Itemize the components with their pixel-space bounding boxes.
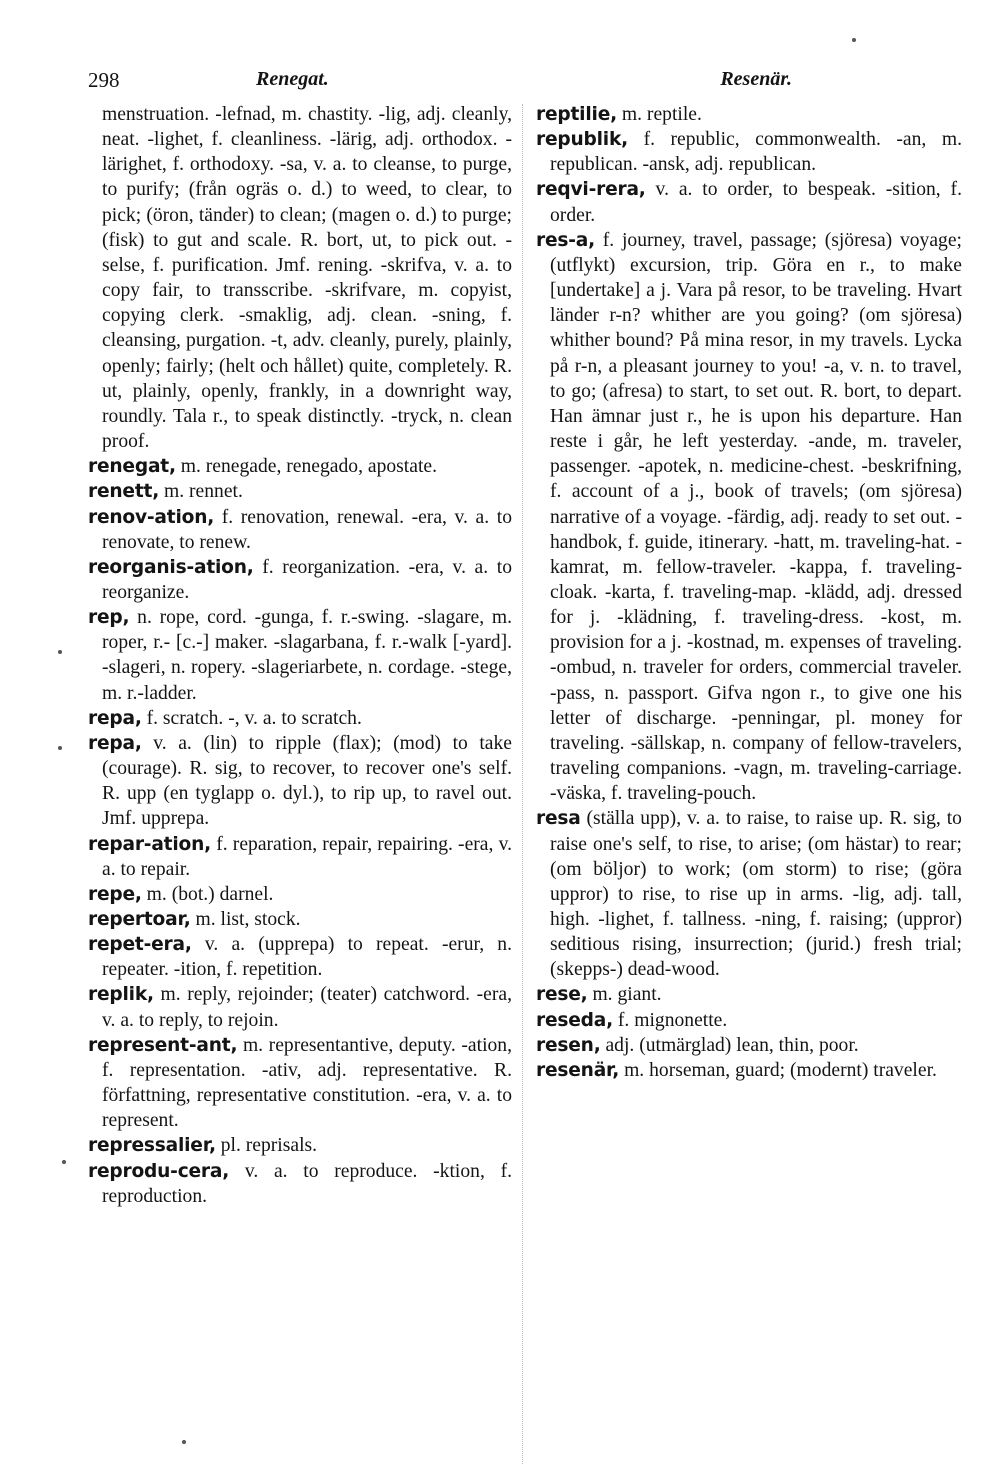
dictionary-entry	[536, 982, 962, 1007]
definition: f. reorganization. -era, v. a. to reorganize.	[102, 556, 512, 603]
definition: m. renegade, renegado, apostate.	[180, 456, 437, 478]
headword: reprodu-cera,	[88, 1160, 230, 1182]
definition: v. a. (upprepa) to repeat. -erur, n. repeater. -ition, f. repetition.	[102, 934, 512, 981]
margin-dot	[62, 1160, 66, 1164]
headword: reptilie,	[536, 104, 617, 125]
headword: repa,	[88, 707, 142, 729]
definition: f. journey, travel, passage; (sjöresa) voyage; (utflykt) excursion, trip. Göra en r., to make [undertake] a j. Vara på resor, to be traveling. Hvart länder r-n? whither are you going? (om sjöresa) whither bound? På mina resor, in my travels. Lycka på r-n, a pleasant journey to you! -a, v. n. to travel, to go; (afresa) to start, to set out. R. bort, to depart. Han ämnar just r., he is upon his departure. Han reste i går, he left yesterday. -ande, m. traveler, passenger. -apotek, n. medicine-chest. -beskrifning, f. account of a j., book of travels; (om sjöresa) narrative of a voyage. -färdig, adj. ready to set out. -handbok, f. guide, itinerary. -hatt, m. traveling-hat. -kamrat, m. fellow-traveler. -kappa, f. traveling-cloak. -karta, f. traveling-map. -klädd, adj. dressed for j. -klädning, f. traveling-dress. -kost, m. provision for a j. -kostnad, m. expenses of traveling. -ombud, n. traveler for orders, commercial traveler. -pass, n. passport. Gifva ngon r., to give one his letter of discharge. -penningar, pl. money for traveling. -sällskap, n. company of fellow-travelers, traveling companions. -vagn, m. traveling-carriage. -väska, f. traveling-pouch.	[550, 229, 962, 805]
dictionary-entry	[536, 1008, 962, 1033]
headword: resen,	[536, 1034, 601, 1056]
definition: m. list, stock.	[195, 909, 301, 930]
dictionary-entry	[88, 1033, 512, 1134]
headword: renov-ation,	[88, 506, 215, 528]
left-column	[88, 102, 512, 1209]
definition: m. (bot.) darnel.	[146, 883, 274, 905]
dictionary-entry	[88, 982, 512, 1032]
dictionary-entry	[88, 1133, 512, 1158]
margin-dot	[182, 1440, 186, 1444]
dictionary-entry	[536, 127, 962, 177]
headword: resenär,	[536, 1059, 620, 1081]
margin-dot	[852, 38, 856, 42]
margin-dot	[58, 650, 62, 654]
headword: res-a,	[536, 229, 595, 251]
dictionary-entry	[536, 806, 962, 982]
definition: v. a. (lin) to ripple (flax); (mod) to take (courage). R. sig, to recover, to recover one's self. R. upp (en tyglapp o. dyl.), to rip up, to ravel out. Jmf. upprepa.	[102, 732, 512, 830]
definition: (ställa upp), v. a. to raise, to raise up. R. sig, to raise one's self, to rise, to arise; (om hästar) to rear; (om böljor) to work; (om storm) to rise; (göra uppror) to rise, to rise up in arms. -lig, adj. tall, high. -lighet, f. tallness. -ning, f. raising; (uppror) seditious rising, insurrection; (jurid.) fresh trial; (skepps-) dead-wood.	[550, 808, 962, 981]
definition: m. rennet.	[163, 481, 243, 503]
definition: m. reply, rejoinder; (teater) catchword. -era, v. a. to reply, to rejoin.	[102, 984, 512, 1031]
dictionary-entry	[536, 228, 962, 807]
headword: represent-ant,	[88, 1034, 238, 1056]
definition: m. reptile.	[621, 104, 702, 125]
definition: f. scratch. -, v. a. to scratch.	[146, 707, 362, 729]
dictionary-entry	[88, 882, 512, 907]
headword: rep,	[88, 607, 130, 629]
headword: reqvi-rera,	[536, 179, 646, 201]
definition: f. renovation, renewal. -era, v. a. to renovate, to renew.	[102, 506, 512, 553]
margin-dot	[58, 746, 62, 750]
headword: renegat,	[88, 456, 176, 478]
dictionary-entry	[536, 1033, 962, 1058]
continued-entry: menstruation. -lefnad, m. chastity. -lig, adj. cleanly, neat. -lighet, f. cleanliness. -lärig, adj. orthodox. -lärighet, f. orthodoxy. -sa, v. a. to cleanse, to purge, to purify; (från ogräs o. d.) to weed, to clear, to pick; (öron, tänder) to clean; (magen o. d.) to purge; (fisk) to gut and scale. R. bort, ut, to pick out. -selse, f. purification. Jmf. rening. -skrifva, v. a. to copy fair, to transscribe. -skrifvare, m. copyist, copying clerk. -smaklig, adj. clean. -sning, f. cleansing, purgation. -t, adv. cleanly, purely, plainly, openly; fairly; (helt och hållet) quite, completely. R. ut, plainly, openly, frankly, in a downright way, roundly. Tala r., to speak distinctly. -tryck, n. clean proof.	[102, 104, 512, 453]
headword: republik,	[536, 129, 629, 151]
definition: f. reparation, repair, repairing. -era, v. a. to repair.	[102, 833, 512, 880]
dictionary-entry	[88, 731, 512, 832]
right-column	[536, 102, 962, 1083]
headword: repa,	[88, 732, 142, 754]
headword: resa	[536, 808, 581, 830]
dictionary-entry	[88, 1159, 512, 1209]
definition: pl. reprisals.	[220, 1135, 318, 1157]
headword: repar-ation,	[88, 833, 212, 855]
page-number: 298	[88, 68, 120, 92]
definition: f. republic, commonwealth. -an, m. republican. -ansk, adj. republican.	[550, 129, 962, 176]
definition: m. horseman, guard; (modernt) traveler.	[624, 1059, 937, 1081]
headword: repe,	[88, 883, 142, 905]
running-head-right: Resenär.	[720, 68, 792, 90]
dictionary-entry	[88, 605, 512, 706]
headword: replik,	[88, 984, 154, 1006]
page-header	[88, 68, 792, 100]
definition: m. representantive, deputy. -ation, f. representation. -ativ, adj. representative. R. författning, representative constitution. -era, v. a. to represent.	[102, 1034, 512, 1132]
dictionary-entry	[88, 832, 512, 882]
headword: repertoar,	[88, 909, 191, 930]
definition: adj. (utmärglad) lean, thin, poor.	[605, 1034, 859, 1056]
column-divider	[522, 104, 523, 1464]
dictionary-entry	[88, 706, 512, 731]
headword: reorganis-ation,	[88, 556, 254, 578]
definition: m. giant.	[592, 984, 662, 1006]
dictionary-entry	[88, 479, 512, 504]
definition: v. a. to reproduce. -ktion, f. reproduction.	[102, 1160, 512, 1207]
headword: renett,	[88, 481, 160, 503]
definition: n. rope, cord. -gunga, f. r.-swing. -slagare, m. roper, r.- [c.-] maker. -slagarbana, f. r.-walk [-yard]. -slageri, n. ropery. -slageriarbete, n. cordage. -stege, m. r.-ladder.	[102, 607, 513, 704]
dictionary-entry	[88, 555, 512, 605]
running-head-left: Renegat.	[256, 68, 329, 90]
dictionary-entry	[88, 907, 512, 932]
dictionary-entry	[88, 505, 512, 555]
headword: repet-era,	[88, 934, 192, 956]
dictionary-entry	[536, 102, 962, 127]
headword: repressalier,	[88, 1135, 216, 1157]
headword: reseda,	[536, 1009, 613, 1031]
dictionary-entry	[88, 932, 512, 982]
dictionary-entry	[536, 177, 962, 227]
definition: v. a. to order, to bespeak. -sition, f. order.	[550, 179, 962, 226]
dictionary-entry	[536, 1058, 962, 1083]
definition: f. mignonette.	[617, 1009, 728, 1031]
dictionary-entry	[88, 454, 512, 479]
headword: rese,	[536, 984, 588, 1006]
